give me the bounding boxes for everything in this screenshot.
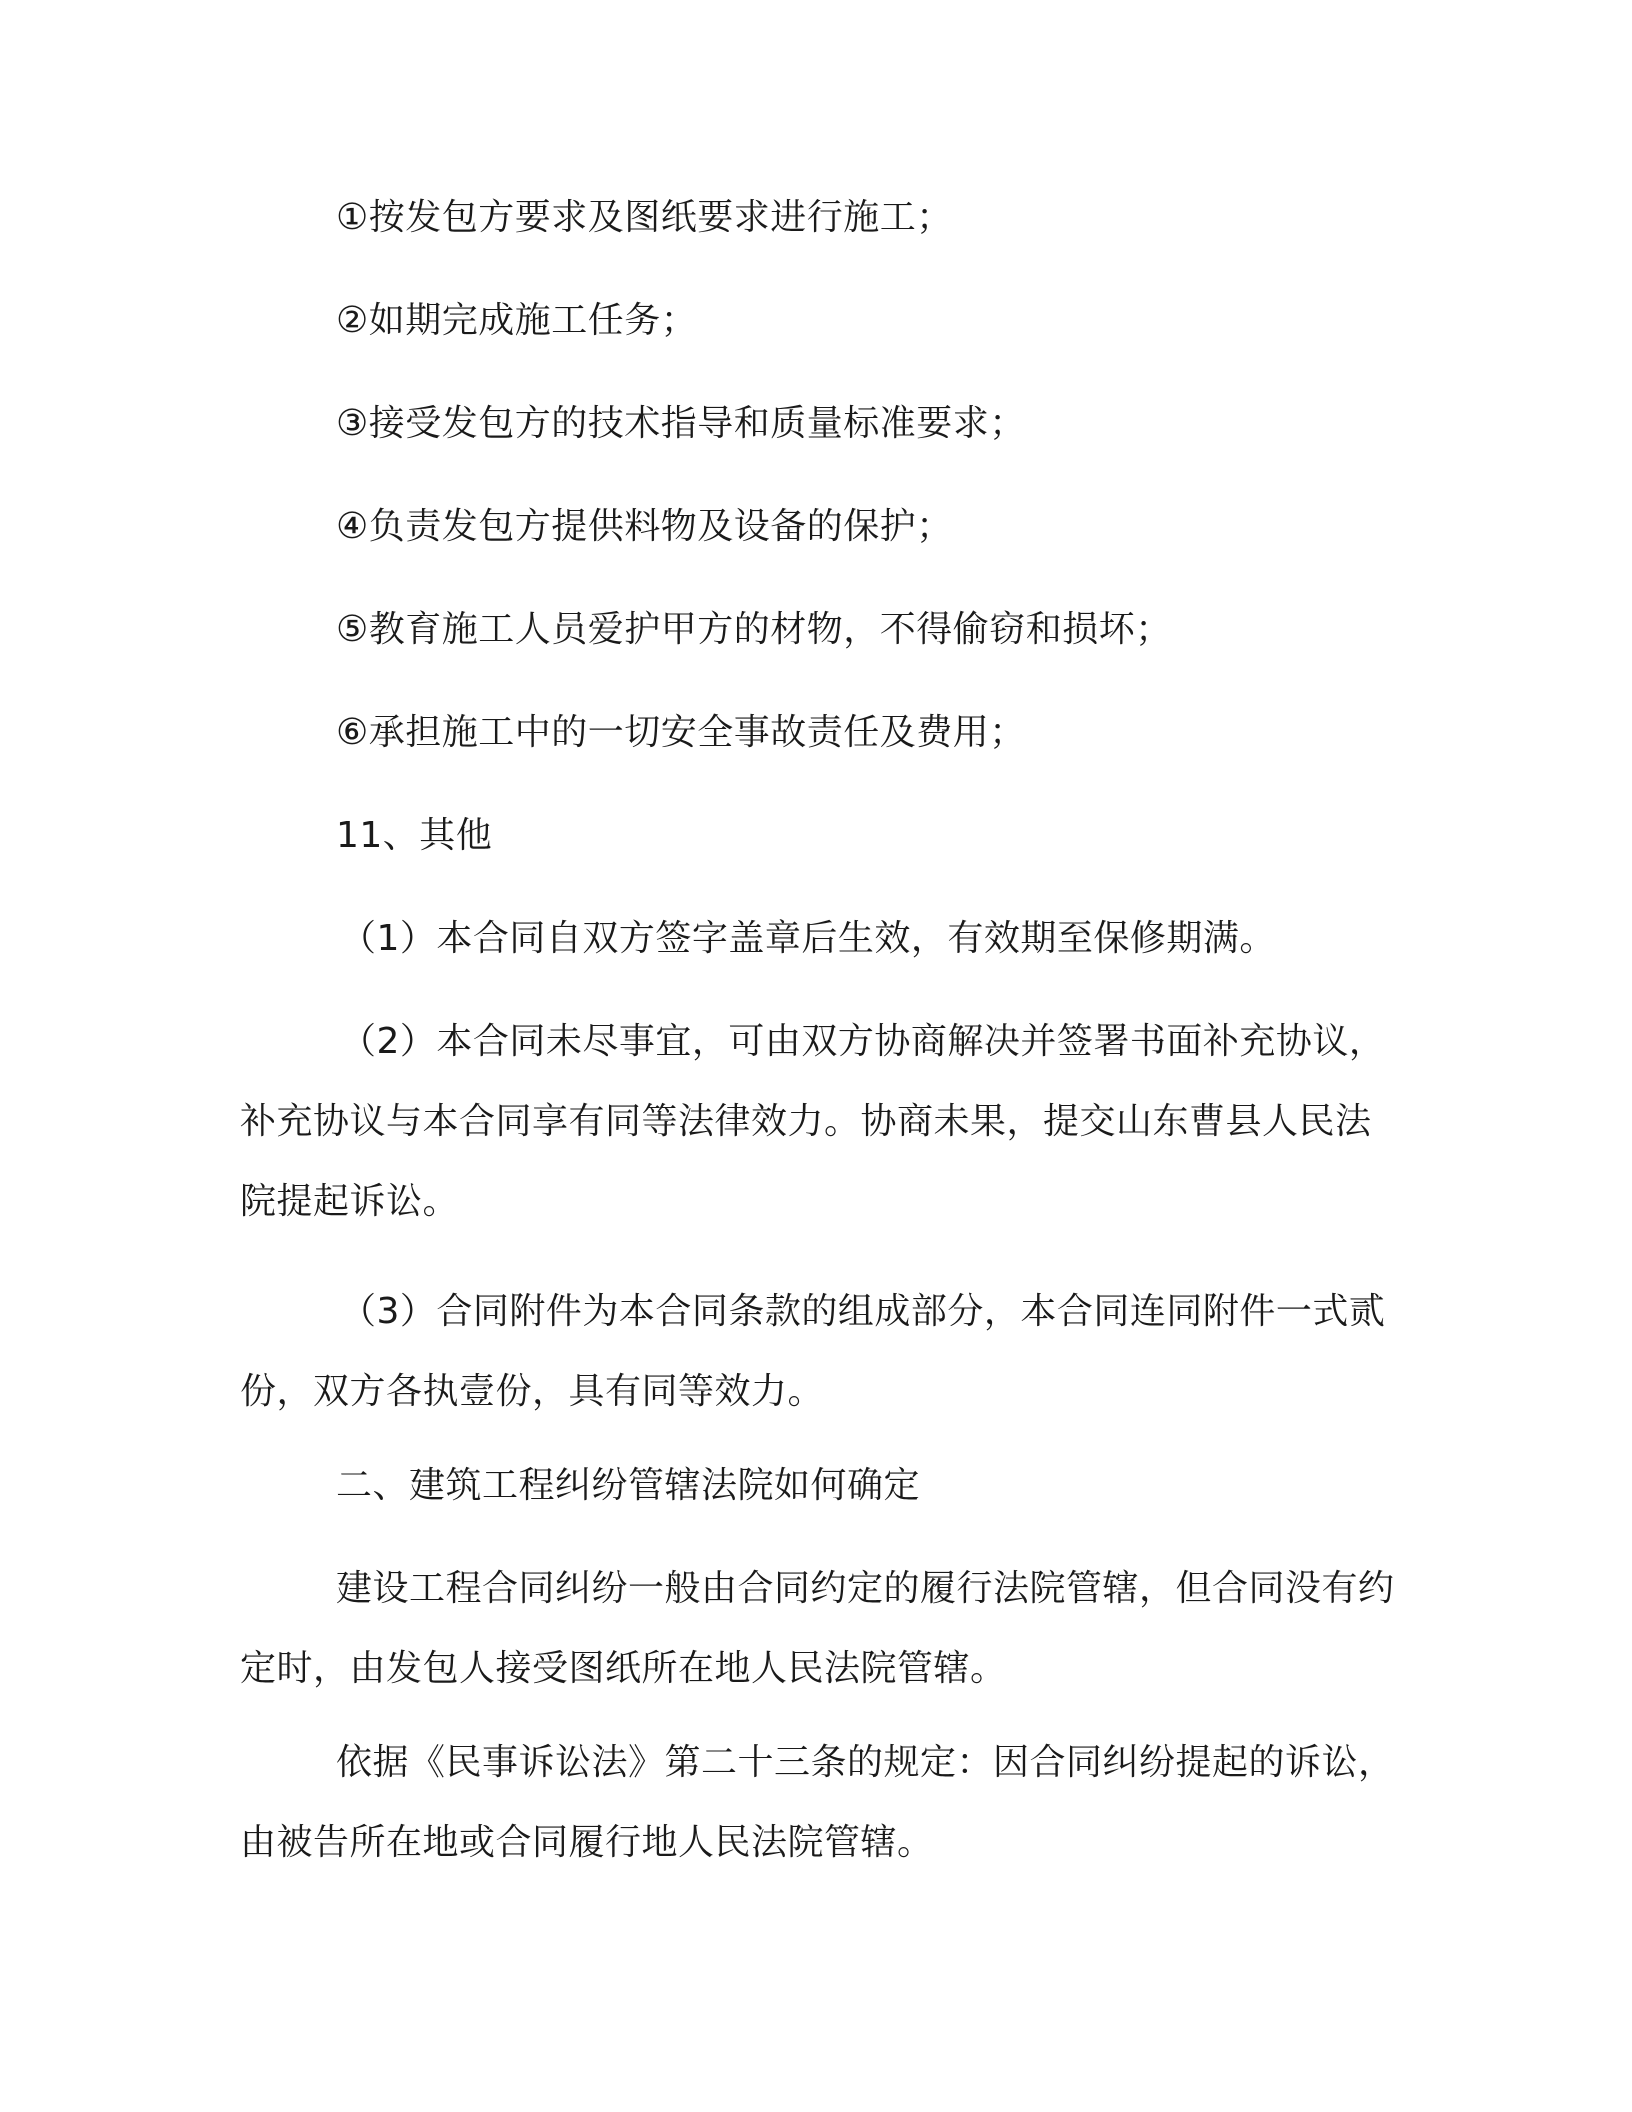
paragraph-other-1: （1）本合同自双方签字盖章后生效，有效期至保修期满。: [340, 918, 1276, 959]
paragraph-duty-3: ③接受发包方的技术指导和质量标准要求；: [336, 403, 1026, 444]
paragraph-duty-1: ①按发包方要求及图纸要求进行施工；: [336, 197, 953, 238]
paragraph-duty-2: ②如期完成施工任务；: [336, 300, 698, 341]
section-heading-jurisdiction: 二、建筑工程纠纷管辖法院如何确定: [336, 1465, 921, 1506]
paragraph-jurisdiction-1: 建设工程合同纠纷一般由合同约定的履行法院管辖，但合同没有约定时，由发包人接受图纸所在地人民法院管辖。: [240, 1568, 1395, 1689]
section-heading-other: 11、其他: [336, 815, 493, 856]
paragraph-jurisdiction-2: 依据《民事诉讼法》第二十三条的规定：因合同纠纷提起的诉讼，由被告所在地或合同履行地人民法院管辖。: [240, 1742, 1395, 1863]
paragraph-duty-5: ⑤教育施工人员爱护甲方的材物，不得偷窃和损坏；: [336, 609, 1172, 650]
paragraph-other-2: （2）本合同未尽事宜，可由双方协商解决并签署书面补充协议，补充协议与本合同享有同等法律效力。协商未果，提交山东曹县人民法院提起诉讼。: [240, 1021, 1386, 1222]
paragraph-duty-6: ⑥承担施工中的一切安全事故责任及费用；: [336, 712, 1026, 753]
paragraph-other-3: （3）合同附件为本合同条款的组成部分，本合同连同附件一式贰份，双方各执壹份，具有同等效力。: [240, 1291, 1386, 1412]
paragraph-duty-4: ④负责发包方提供料物及设备的保护；: [336, 506, 953, 547]
